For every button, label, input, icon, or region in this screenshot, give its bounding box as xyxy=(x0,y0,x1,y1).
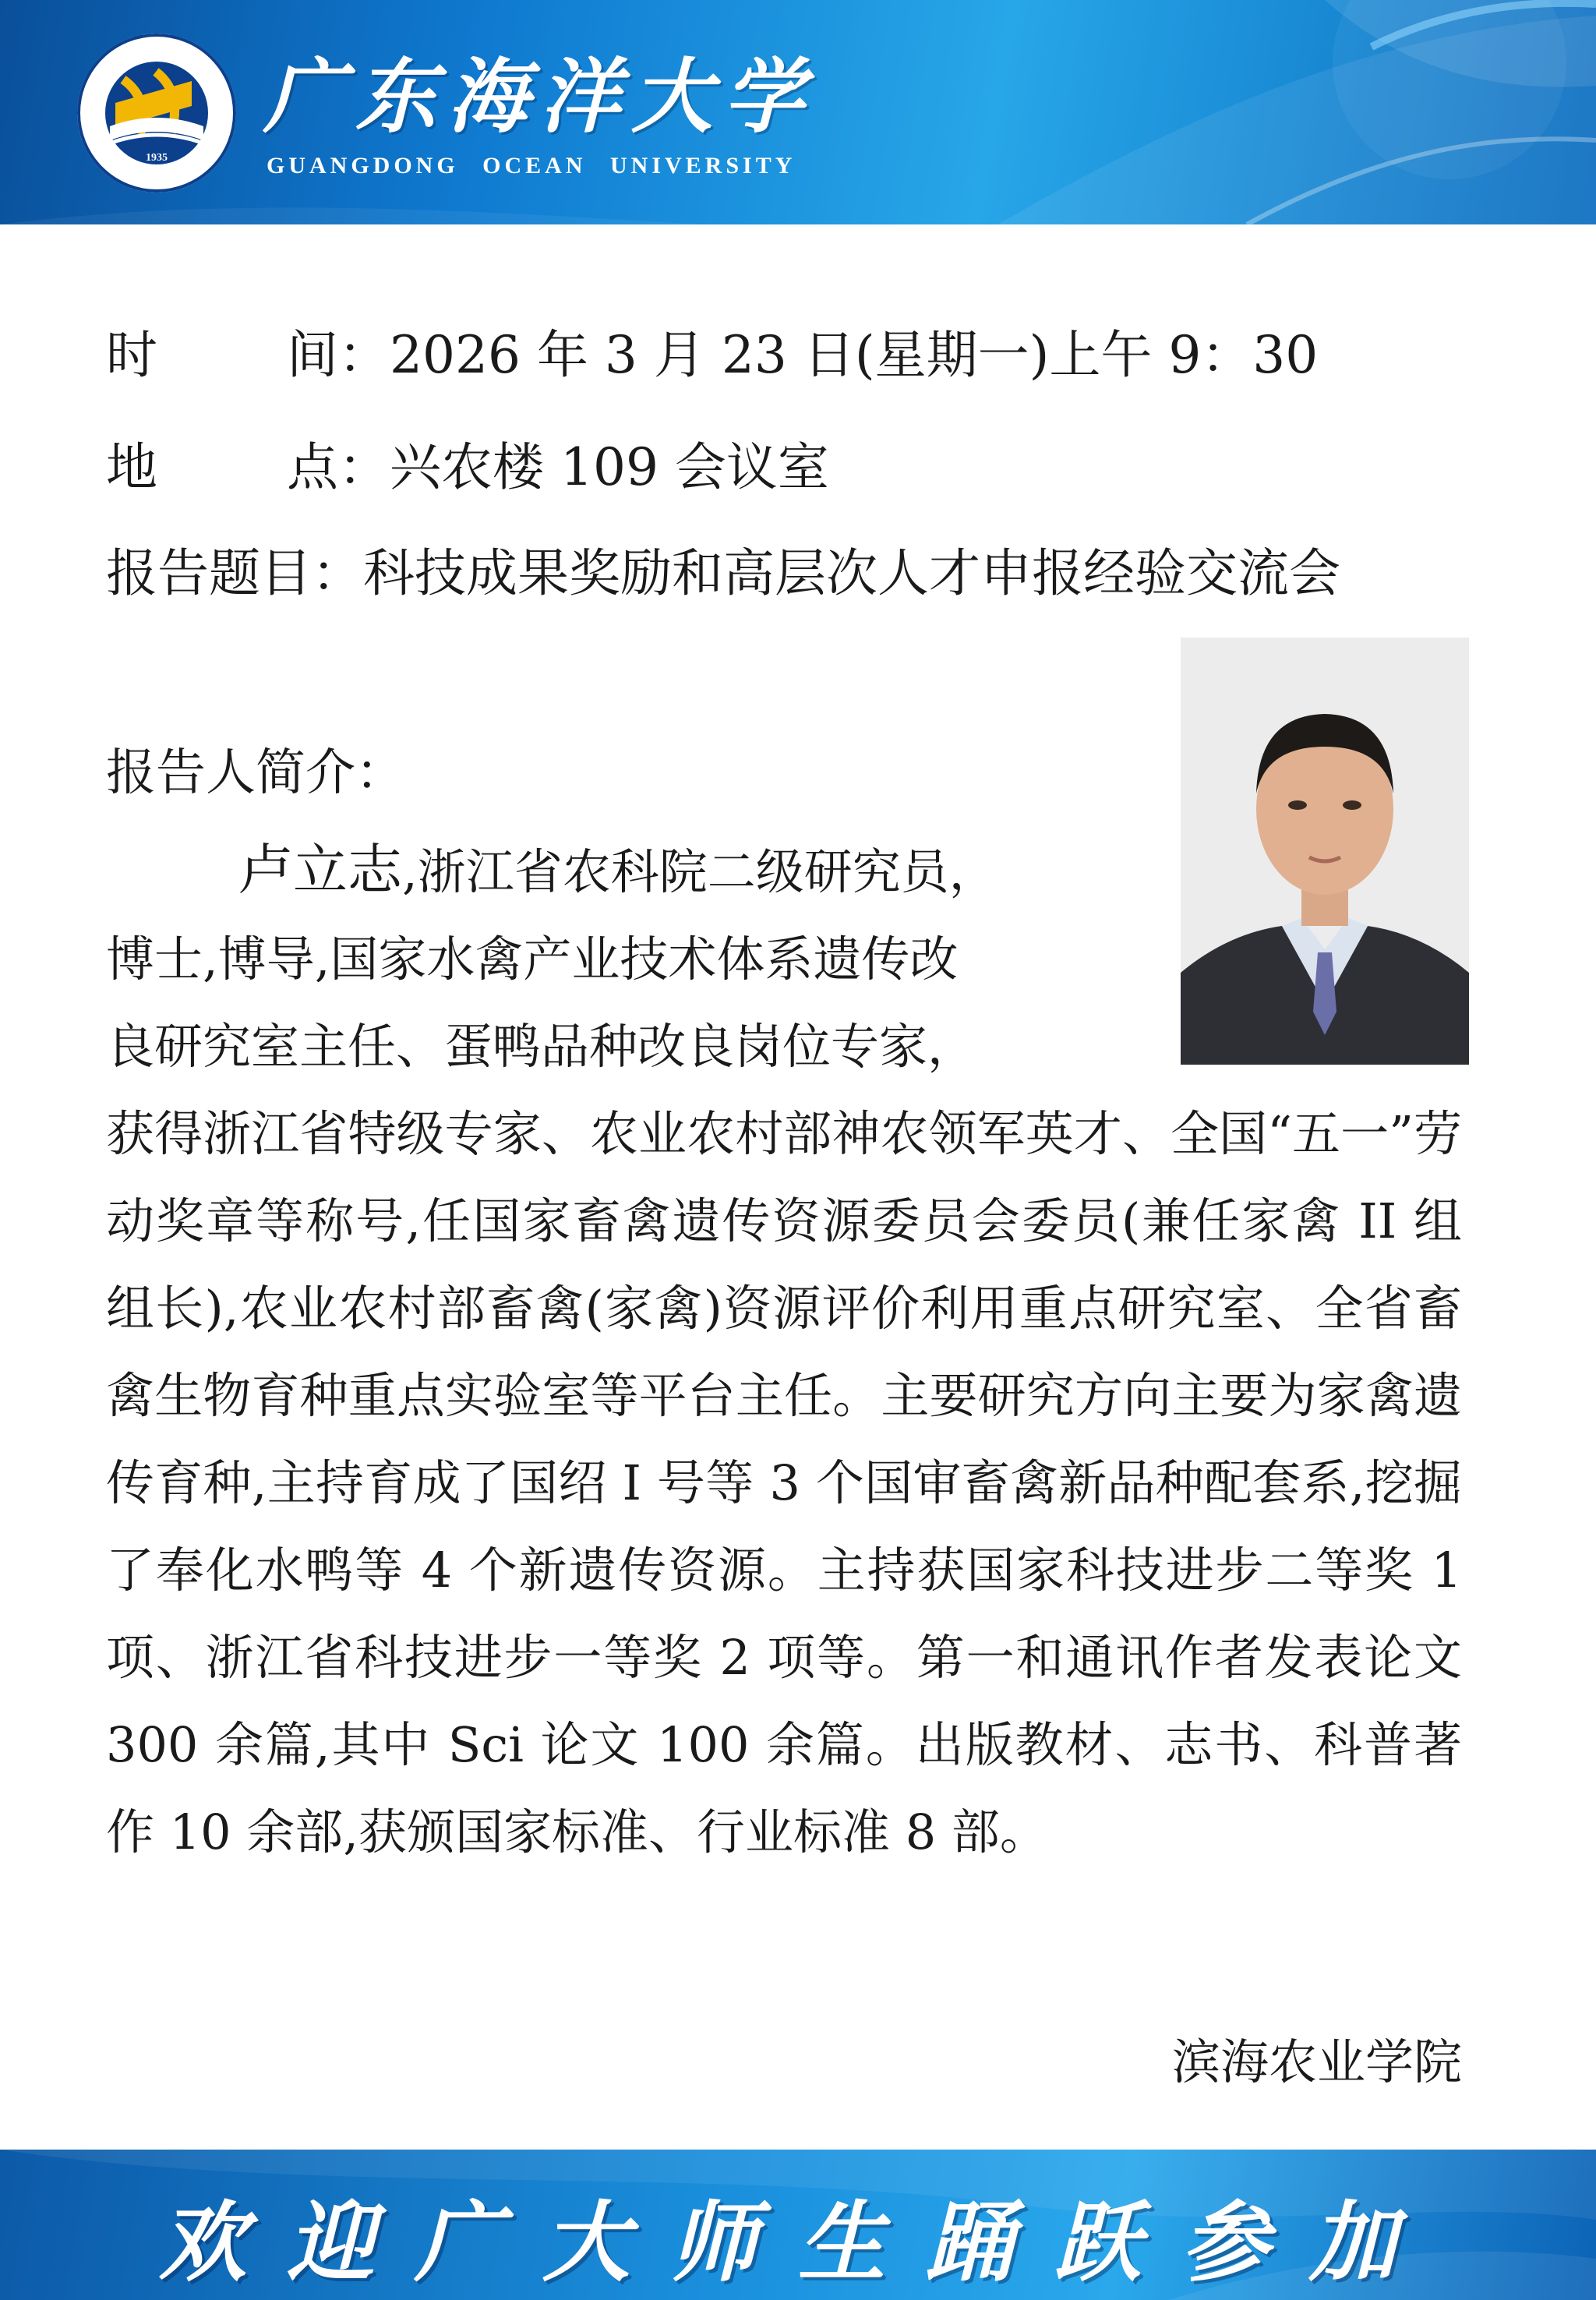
university-logo xyxy=(75,31,238,195)
bio-paragraph: 获得浙江省特级专家、农业农村部神农领军英才、全国“五一”劳动奖章等称号,任国家畜禽遗传资源委员会委员(兼任家禽 II 组组长),农业农村部畜禽(家禽)资源评价利用重点研究室、全省畜禽生物育种重点实验室等平台主任。主要研究方向主要为家禽遗传育种,主持育成了国绍 I 号等 3 个国审畜禽新品种配套系,挖掘了奉化水鸭等 4 个新遗传资源。主持获国家科技进步二等奖 1 项、浙江省科技进步一等奖 2 项等。第一和通讯作者发表论文 300 余篇,其中 Sci 论文 100 余篇。出版教材、志书、科普著作 10 余部,获颁国家标准、行业标准 8 部。 xyxy=(106,1105,1462,1860)
header-banner xyxy=(0,0,1596,224)
university-name-cn: 广东海洋大学 xyxy=(263,48,816,144)
topic-row xyxy=(106,532,1340,606)
place-value: 兴农楼 109 会议室 xyxy=(390,437,829,497)
place-label: 地 xyxy=(106,437,157,497)
topic-value: 科技成果奖励和高层次人才申报经验交流会 xyxy=(363,543,1340,603)
topic-label: 报告题目： xyxy=(106,543,363,603)
bio-line-1: 卢立志,浙江省农科院二级研究员， xyxy=(238,838,998,902)
speaker-bio xyxy=(106,826,1462,1876)
time-row xyxy=(106,313,1318,387)
time-value: 2026 年 3 月 23 日(星期一)上午 9：30 xyxy=(390,325,1319,385)
speaker-intro-label: 报告人简介： xyxy=(106,744,405,802)
university-name-en: GUANGDONG OCEAN UNIVERSITY xyxy=(267,153,796,178)
place-label-tail: 点： xyxy=(287,437,390,497)
welcome-slogan: 欢迎广大师生踊跃参加 xyxy=(159,2192,1437,2294)
footer-banner xyxy=(0,2150,1596,2300)
svg-text:1935: 1935 xyxy=(146,152,168,164)
place-row xyxy=(106,426,829,500)
bio-line-3: 良研究室主任、蛋鸭品种改良岗位专家， xyxy=(106,1018,976,1075)
organizer-signature: 滨海农业学院 xyxy=(1171,2033,1462,2090)
time-label-tail: 间： xyxy=(287,325,390,385)
speaker-name: 卢立志 xyxy=(238,838,402,902)
time-label: 时 xyxy=(106,325,157,385)
bio-line-2: 博士,博导,国家水禽产业技术体系遗传改 xyxy=(106,931,959,987)
